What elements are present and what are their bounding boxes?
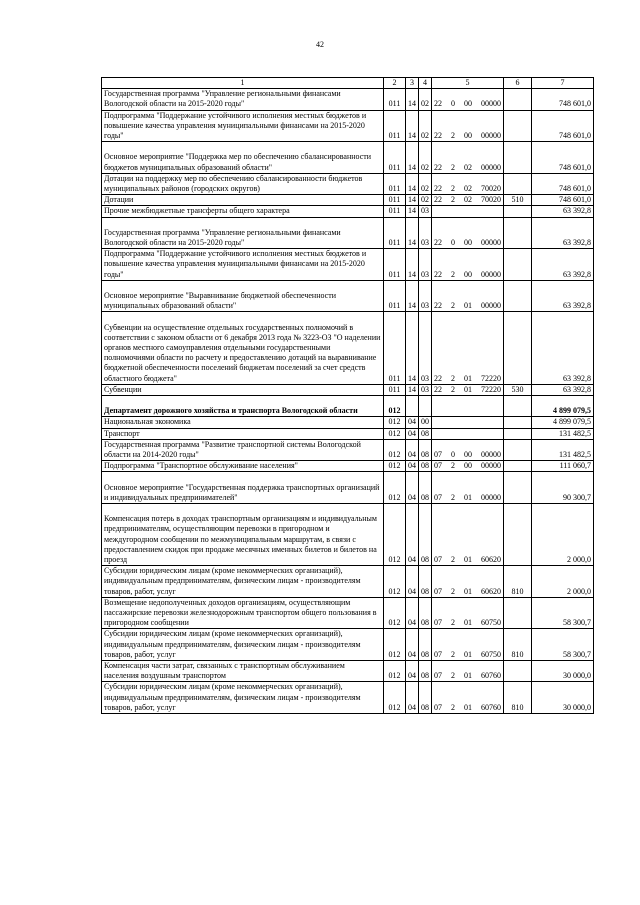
csr-program-code: 07 (434, 555, 442, 564)
row-rz-cell: 04 (406, 472, 419, 504)
row-grbs-cell: 011 (384, 217, 406, 249)
row-pr-cell: 08 (419, 428, 432, 439)
row-rz-cell: 04 (406, 661, 419, 682)
row-vr-cell: 530 (504, 384, 532, 395)
row-csr-cell (432, 629, 504, 661)
csr-program-code: 22 (434, 301, 442, 311)
row-sum-cell: 748 601,0 (532, 110, 594, 142)
row-vr-cell: 810 (504, 566, 532, 598)
csr-event-code: 00 (464, 450, 472, 460)
csr-event-code: 00 (464, 461, 472, 471)
csr-program-code: 22 (434, 195, 442, 205)
csr-event-code: 01 (464, 649, 472, 659)
csr-subprogram-code: 2 (451, 649, 455, 659)
row-pr-cell: 02 (419, 142, 432, 174)
row-csr-cell (432, 89, 504, 110)
csr-subprogram-code: 2 (451, 131, 455, 141)
row-csr-cell (432, 312, 504, 384)
row-sum-cell: 63 392,8 (532, 280, 594, 312)
csr-code (434, 703, 501, 713)
csr-event-code: 01 (464, 586, 472, 596)
row-name-cell: Государственная программа "Развитие транспортной системы Вологодской области на 2014-2020 годы" (102, 439, 384, 460)
row-csr-cell (432, 428, 504, 439)
csr-subprogram-code: 2 (451, 301, 455, 311)
row-csr-cell (432, 249, 504, 281)
row-name-cell: Возмещение недополученных доходов организациям, осуществляющим пассажирские перевозки железнодорожным транспортом общего пользования в пригородном сообщении (102, 597, 384, 629)
row-rz-cell: 04 (406, 566, 419, 598)
row-vr-cell (504, 461, 532, 472)
csr-event-code: 00 (464, 131, 472, 141)
row-sum-cell: 131 482,5 (532, 428, 594, 439)
csr-subprogram-code: 2 (451, 618, 455, 628)
row-name-cell: Подпрограмма "Поддержание устойчивого исполнения местных бюджетов и повышение качества управления муниципальными финансами на 2015-2020 годы" (102, 249, 384, 281)
row-csr-cell (432, 504, 504, 566)
row-rz-cell: 14 (406, 206, 419, 217)
row-csr-cell (432, 566, 504, 598)
row-sum-cell: 63 392,8 (532, 217, 594, 249)
row-pr-cell: 03 (419, 249, 432, 281)
row-sum-cell: 131 482,5 (532, 439, 594, 460)
csr-direction-code: 00000 (481, 269, 501, 279)
csr-program-code: 07 (434, 702, 442, 712)
row-csr-cell (432, 682, 504, 714)
csr-event-code: 00 (464, 99, 472, 109)
csr-direction-code: 00000 (481, 461, 501, 471)
csr-code (434, 374, 501, 384)
row-grbs-cell: 012 (384, 566, 406, 598)
budget-table (101, 77, 594, 714)
csr-subprogram-code: 2 (451, 586, 455, 596)
row-rz-cell: 14 (406, 110, 419, 142)
row-csr-cell (432, 396, 504, 417)
row-sum-cell: 63 392,8 (532, 384, 594, 395)
csr-subprogram-code: 0 (451, 450, 455, 460)
csr-subprogram-code: 2 (451, 162, 455, 172)
row-rz-cell: 14 (406, 195, 419, 206)
row-csr-cell (432, 173, 504, 194)
row-csr-cell (432, 195, 504, 206)
row-rz-cell: 14 (406, 312, 419, 384)
row-sum-cell: 63 392,8 (532, 312, 594, 384)
row-grbs-cell: 011 (384, 110, 406, 142)
csr-event-code: 02 (464, 184, 472, 194)
csr-code (434, 238, 501, 248)
csr-subprogram-code: 2 (451, 184, 455, 194)
csr-direction-code: 00000 (481, 131, 501, 141)
row-grbs-cell: 012 (384, 428, 406, 439)
csr-program-code: 22 (434, 373, 442, 383)
csr-code (434, 493, 501, 503)
row-sum-cell: 748 601,0 (532, 89, 594, 110)
row-vr-cell (504, 472, 532, 504)
csr-event-code: 01 (464, 384, 472, 394)
csr-program-code: 07 (434, 671, 442, 681)
csr-program-code: 07 (434, 586, 442, 596)
csr-direction-code: 00000 (481, 492, 501, 502)
csr-direction-code: 60620 (481, 586, 501, 596)
row-pr-cell: 08 (419, 629, 432, 661)
row-rz-cell: 14 (406, 280, 419, 312)
row-rz-cell: 04 (406, 417, 419, 428)
csr-code (434, 270, 501, 280)
row-pr-cell: 08 (419, 597, 432, 629)
row-vr-cell (504, 504, 532, 566)
csr-direction-code: 00000 (481, 450, 501, 460)
row-vr-cell (504, 142, 532, 174)
csr-event-code: 01 (464, 492, 472, 502)
csr-program-code: 07 (434, 618, 442, 628)
row-grbs-cell: 012 (384, 597, 406, 629)
row-rz-cell: 04 (406, 428, 419, 439)
page-number: 42 (316, 40, 324, 49)
row-vr-cell (504, 280, 532, 312)
csr-event-code: 01 (464, 671, 472, 681)
row-pr-cell: 08 (419, 682, 432, 714)
row-sum-cell: 748 601,0 (532, 195, 594, 206)
csr-subprogram-code: 2 (451, 492, 455, 502)
table-row (102, 142, 594, 174)
csr-direction-code: 70020 (481, 184, 501, 194)
row-sum-cell: 748 601,0 (532, 173, 594, 194)
table-row (102, 195, 594, 206)
table-row (102, 89, 594, 110)
csr-direction-code: 60620 (481, 555, 501, 564)
row-sum-cell: 58 300,7 (532, 597, 594, 629)
row-csr-cell (432, 217, 504, 249)
row-csr-cell (432, 206, 504, 217)
row-pr-cell: 08 (419, 472, 432, 504)
row-name-cell: Подпрограмма "Транспортное обслуживание населения" (102, 461, 384, 472)
table-row (102, 504, 594, 566)
table-row (102, 472, 594, 504)
row-rz-cell: 04 (406, 504, 419, 566)
row-rz-cell: 14 (406, 173, 419, 194)
row-rz-cell: 04 (406, 597, 419, 629)
row-grbs-cell: 011 (384, 89, 406, 110)
table-row (102, 312, 594, 384)
row-grbs-cell: 012 (384, 629, 406, 661)
row-csr-cell (432, 439, 504, 460)
row-pr-cell: 08 (419, 504, 432, 566)
row-name-cell: Субсидии юридическим лицам (кроме некоммерческих организаций), индивидуальным предпринимателям, физическим лицам - производителям товаров, работ, услуг (102, 629, 384, 661)
row-pr-cell: 08 (419, 461, 432, 472)
row-vr-cell (504, 439, 532, 460)
row-rz-cell: 04 (406, 439, 419, 460)
row-name-cell: Основное мероприятие "Государственная поддержка транспортных организаций и индивидуальных предпринимателей" (102, 472, 384, 504)
row-vr-cell (504, 428, 532, 439)
csr-event-code: 01 (464, 555, 472, 564)
row-pr-cell: 03 (419, 384, 432, 395)
row-name-cell: Транспорт (102, 428, 384, 439)
table-row (102, 417, 594, 428)
row-grbs-cell: 012 (384, 504, 406, 566)
row-rz-cell: 04 (406, 461, 419, 472)
header-cell-pr: 4 (419, 78, 432, 89)
table-row (102, 206, 594, 217)
row-vr-cell (504, 597, 532, 629)
csr-direction-code: 60750 (481, 618, 501, 628)
row-csr-cell (432, 661, 504, 682)
row-sum-cell: 30 000,0 (532, 661, 594, 682)
row-vr-cell (504, 89, 532, 110)
row-grbs-cell: 011 (384, 195, 406, 206)
row-pr-cell: 02 (419, 110, 432, 142)
csr-event-code: 01 (464, 301, 472, 311)
csr-event-code: 01 (464, 702, 472, 712)
row-name-cell: Компенсация потерь в доходах транспортным организациям и индивидуальным предпринимателям, осуществляющим перевозки в пригородном и междугородном сообщении по межмуниципальным маршрутам, в связи с предоставлением скидок при продаже месячных именных билетов и билетов на проезд (102, 504, 384, 566)
row-pr-cell (419, 396, 432, 417)
header-cell-csr: 5 (432, 78, 504, 89)
table-row (102, 249, 594, 281)
row-grbs-cell: 011 (384, 206, 406, 217)
csr-program-code: 07 (434, 649, 442, 659)
csr-event-code: 02 (464, 162, 472, 172)
csr-program-code: 22 (434, 384, 442, 394)
csr-code (434, 184, 501, 194)
row-name-cell: Дотации (102, 195, 384, 206)
row-name-cell: Субсидии юридическим лицам (кроме некоммерческих организаций), индивидуальным предпринимателям, физическим лицам - производителям товаров, работ, услуг (102, 682, 384, 714)
row-pr-cell: 03 (419, 206, 432, 217)
row-csr-cell (432, 110, 504, 142)
csr-code (434, 131, 501, 141)
row-name-cell: Основное мероприятие "Выравнивание бюджетной обеспеченности муниципальных образований области" (102, 280, 384, 312)
csr-direction-code: 00000 (481, 162, 501, 172)
row-name-cell: Субвенции (102, 384, 384, 395)
csr-code (434, 461, 501, 471)
row-rz-cell: 14 (406, 217, 419, 249)
table-body (102, 89, 594, 714)
csr-program-code: 22 (434, 162, 442, 172)
row-rz-cell (406, 396, 419, 417)
csr-code (434, 195, 501, 205)
row-pr-cell: 03 (419, 217, 432, 249)
row-sum-cell: 30 000,0 (532, 682, 594, 714)
row-csr-cell (432, 142, 504, 174)
row-grbs-cell: 011 (384, 312, 406, 384)
row-vr-cell (504, 173, 532, 194)
header-cell-vr: 6 (504, 78, 532, 89)
csr-code (434, 385, 501, 395)
row-rz-cell: 14 (406, 384, 419, 395)
row-grbs-cell: 012 (384, 472, 406, 504)
row-sum-cell: 63 392,8 (532, 249, 594, 281)
table-row (102, 597, 594, 629)
csr-program-code: 22 (434, 238, 442, 248)
row-grbs-cell: 012 (384, 396, 406, 417)
csr-code (434, 587, 501, 597)
table-row (102, 439, 594, 460)
csr-direction-code: 72220 (481, 384, 501, 394)
row-vr-cell: 810 (504, 629, 532, 661)
row-grbs-cell: 012 (384, 439, 406, 460)
row-vr-cell: 810 (504, 682, 532, 714)
csr-subprogram-code: 2 (451, 555, 455, 564)
row-grbs-cell: 011 (384, 142, 406, 174)
row-csr-cell (432, 461, 504, 472)
row-name-cell: Департамент дорожного хозяйства и транспорта Вологодской области (102, 396, 384, 417)
csr-subprogram-code: 0 (451, 238, 455, 248)
csr-code (434, 99, 501, 109)
row-sum-cell: 111 060,7 (532, 461, 594, 472)
csr-direction-code: 00000 (481, 99, 501, 109)
csr-program-code: 07 (434, 450, 442, 460)
row-name-cell: Субсидии юридическим лицам (кроме некоммерческих организаций), индивидуальным предпринимателям, физическим лицам - производителям товаров, работ, услуг (102, 566, 384, 598)
row-rz-cell: 04 (406, 682, 419, 714)
row-pr-cell: 02 (419, 89, 432, 110)
row-sum-cell: 58 300,7 (532, 629, 594, 661)
csr-program-code: 22 (434, 269, 442, 279)
row-grbs-cell: 012 (384, 661, 406, 682)
csr-direction-code: 00000 (481, 238, 501, 248)
table-row (102, 384, 594, 395)
header-cell-sum: 7 (532, 78, 594, 89)
row-grbs-cell: 011 (384, 249, 406, 281)
row-pr-cell: 08 (419, 566, 432, 598)
row-sum-cell: 2 000,0 (532, 566, 594, 598)
row-name-cell: Государственная программа "Управление региональными финансами Вологодской области на 2015-2020 годы" (102, 89, 384, 110)
row-grbs-cell: 012 (384, 682, 406, 714)
row-pr-cell: 02 (419, 173, 432, 194)
csr-direction-code: 60760 (481, 671, 501, 681)
csr-subprogram-code: 2 (451, 671, 455, 681)
table-row (102, 173, 594, 194)
csr-subprogram-code: 2 (451, 384, 455, 394)
row-rz-cell: 14 (406, 89, 419, 110)
row-pr-cell: 08 (419, 439, 432, 460)
row-grbs-cell: 011 (384, 384, 406, 395)
row-grbs-cell: 011 (384, 173, 406, 194)
csr-code (434, 163, 501, 173)
row-csr-cell (432, 417, 504, 428)
header-cell-rz: 3 (406, 78, 419, 89)
csr-subprogram-code: 0 (451, 99, 455, 109)
row-name-cell: Субвенции на осуществление отдельных государственных полномочий в соответствии с законом области от 6 декабря 2013 года № 3223-ОЗ "О наделении органов местного самоуправления отдельными государственными полномочиями области по расчету и предоставлению дотаций на выравнивание бюджетной обеспеченности поселений бюджетам поселений за счет средств областного бюджета" (102, 312, 384, 384)
csr-subprogram-code: 2 (451, 373, 455, 383)
csr-code (434, 650, 501, 660)
csr-program-code: 07 (434, 461, 442, 471)
csr-program-code: 07 (434, 492, 442, 502)
header-cell-name: 1 (102, 78, 384, 89)
row-pr-cell: 08 (419, 661, 432, 682)
row-grbs-cell: 011 (384, 280, 406, 312)
csr-direction-code: 72220 (481, 373, 501, 383)
row-csr-cell (432, 597, 504, 629)
csr-subprogram-code: 2 (451, 461, 455, 471)
csr-program-code: 22 (434, 184, 442, 194)
row-grbs-cell: 012 (384, 461, 406, 472)
table-row (102, 396, 594, 417)
row-vr-cell (504, 249, 532, 281)
row-csr-cell (432, 472, 504, 504)
csr-event-code: 00 (464, 238, 472, 248)
csr-code (434, 450, 501, 460)
table-row (102, 629, 594, 661)
row-sum-cell: 63 392,8 (532, 206, 594, 217)
row-sum-cell: 90 300,7 (532, 472, 594, 504)
row-vr-cell (504, 661, 532, 682)
row-name-cell: Национальная экономика (102, 417, 384, 428)
row-name-cell: Подпрограмма "Поддержание устойчивого исполнения местных бюджетов и повышение качества управления муниципальными финансами на 2015-2020 годы" (102, 110, 384, 142)
table-row (102, 661, 594, 682)
row-pr-cell: 00 (419, 417, 432, 428)
csr-direction-code: 70020 (481, 195, 501, 205)
row-sum-cell: 4 899 079,5 (532, 396, 594, 417)
csr-event-code: 01 (464, 618, 472, 628)
row-vr-cell (504, 206, 532, 217)
row-name-cell: Компенсация части затрат, связанных с транспортным обслуживанием населения воздушным транспортом (102, 661, 384, 682)
table-row (102, 428, 594, 439)
table-row (102, 217, 594, 249)
row-vr-cell (504, 417, 532, 428)
table-row (102, 682, 594, 714)
row-vr-cell: 510 (504, 195, 532, 206)
header-cell-grbs: 2 (384, 78, 406, 89)
csr-event-code: 02 (464, 195, 472, 205)
row-csr-cell (432, 384, 504, 395)
row-sum-cell: 2 000,0 (532, 504, 594, 566)
row-name-cell: Государственная программа "Управление региональными финансами Вологодской области на 2015-2020 годы" (102, 217, 384, 249)
csr-program-code: 22 (434, 131, 442, 141)
row-csr-cell (432, 280, 504, 312)
row-rz-cell: 14 (406, 142, 419, 174)
row-vr-cell (504, 396, 532, 417)
row-grbs-cell: 012 (384, 417, 406, 428)
row-vr-cell (504, 312, 532, 384)
csr-subprogram-code: 2 (451, 269, 455, 279)
csr-direction-code: 00000 (481, 301, 501, 311)
csr-direction-code: 60760 (481, 702, 501, 712)
row-pr-cell: 02 (419, 195, 432, 206)
row-name-cell: Дотации на поддержку мер по обеспечению сбалансированности бюджетов муниципальных районов (городских округов) (102, 173, 384, 194)
row-vr-cell (504, 110, 532, 142)
row-name-cell: Прочие межбюджетные трансферты общего характера (102, 206, 384, 217)
row-pr-cell: 03 (419, 312, 432, 384)
table-row (102, 461, 594, 472)
row-rz-cell: 04 (406, 629, 419, 661)
row-pr-cell: 03 (419, 280, 432, 312)
row-sum-cell: 4 899 079,5 (532, 417, 594, 428)
table-row (102, 280, 594, 312)
csr-code (434, 671, 501, 681)
row-sum-cell: 748 601,0 (532, 142, 594, 174)
csr-subprogram-code: 2 (451, 195, 455, 205)
csr-direction-code: 60750 (481, 649, 501, 659)
row-name-cell: Основное мероприятие "Поддержка мер по обеспечению сбалансированности бюджетов муниципальных образований области" (102, 142, 384, 174)
table-row (102, 566, 594, 598)
csr-code (434, 301, 501, 311)
table-header-row (102, 78, 594, 89)
csr-event-code: 01 (464, 373, 472, 383)
csr-program-code: 22 (434, 99, 442, 109)
row-rz-cell: 14 (406, 249, 419, 281)
csr-code (434, 618, 501, 628)
row-vr-cell (504, 217, 532, 249)
csr-event-code: 00 (464, 269, 472, 279)
csr-code (434, 555, 501, 565)
table-row (102, 110, 594, 142)
csr-subprogram-code: 2 (451, 702, 455, 712)
